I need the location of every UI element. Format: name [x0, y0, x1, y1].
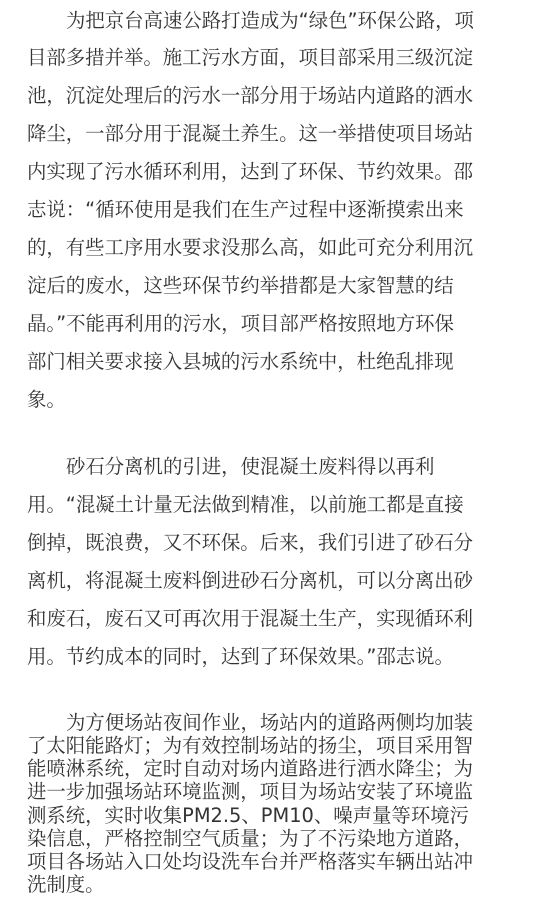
- paragraph-line: 部门相关要求接入县城的污水系统中，杜绝乱排现: [27, 350, 454, 373]
- paragraph-line: 池，沉淀处理后的污水一部分用于场站内道路的洒水: [27, 84, 473, 107]
- paragraph-line: 用。节约成本的同时，达到了环保效果。”邵志说。: [27, 645, 454, 668]
- paragraph-line: 志说：“循环使用是我们在生产过程中逐渐摸索出来: [27, 198, 464, 221]
- paragraph-line: 为把京台高速公路打造成为“绿色”环保公路，项: [66, 9, 474, 32]
- paragraph-line: 洗制度。: [27, 873, 105, 896]
- paragraph-line: 染信息，严格控制空气质量；为了不污染地方道路，: [27, 827, 473, 850]
- paragraph-line: 倒掉，既浪费，又不环保。后来，我们引进了砂石分: [27, 531, 473, 554]
- paragraph-line: 目部多措并举。施工污水方面，项目部采用三级沉淀: [27, 46, 473, 69]
- paragraph-line: 降尘，一部分用于混凝土养生。这一举措使项目场站: [27, 122, 473, 145]
- paragraph-line: 和废石，废石又可再次用于混凝土生产，实现循环利: [27, 607, 473, 630]
- paragraph-line: 用。“混凝土计量无法做到精准，以前施工都是直接: [27, 493, 464, 516]
- paragraph-line: 了太阳能路灯；为有效控制场站的扬尘，项目采用智: [27, 734, 473, 757]
- paragraph-line: 为方便场站夜间作业，场站内的道路两侧均加装: [66, 711, 474, 734]
- paragraph-line: 晶。”不能再利用的污水，项目部严格按照地方环保: [27, 312, 454, 335]
- paragraph-line: 离机，将混凝土废料倒进砂石分离机，可以分离出砂: [27, 569, 473, 592]
- paragraph-line: 能喷淋系统，定时自动对场内道路进行洒水降尘；为: [27, 757, 473, 780]
- paragraph-line: 的，有些工序用水要求没那么高，如此可充分利用沉: [27, 236, 473, 259]
- paragraph-line: 象。: [27, 388, 66, 411]
- paragraph-line: 砂石分离机的引进，使混凝土废料得以再利: [66, 455, 435, 478]
- paragraph-line: 项目各场站入口处均设洗车台并严格落实车辆出站冲: [27, 850, 473, 873]
- paragraph-line: 淀后的废水，这些环保节约举措都是大家智慧的结: [27, 274, 454, 297]
- paragraph-line: 测系统，实时收集PM2.5、PM10、噪声量等环境污: [27, 804, 469, 827]
- paragraph-line: 进一步加强场站环境监测，项目为场站安装了环境监: [27, 780, 473, 803]
- paragraph-line: 内实现了污水循环利用，达到了环保、节约效果。邵: [27, 160, 473, 183]
